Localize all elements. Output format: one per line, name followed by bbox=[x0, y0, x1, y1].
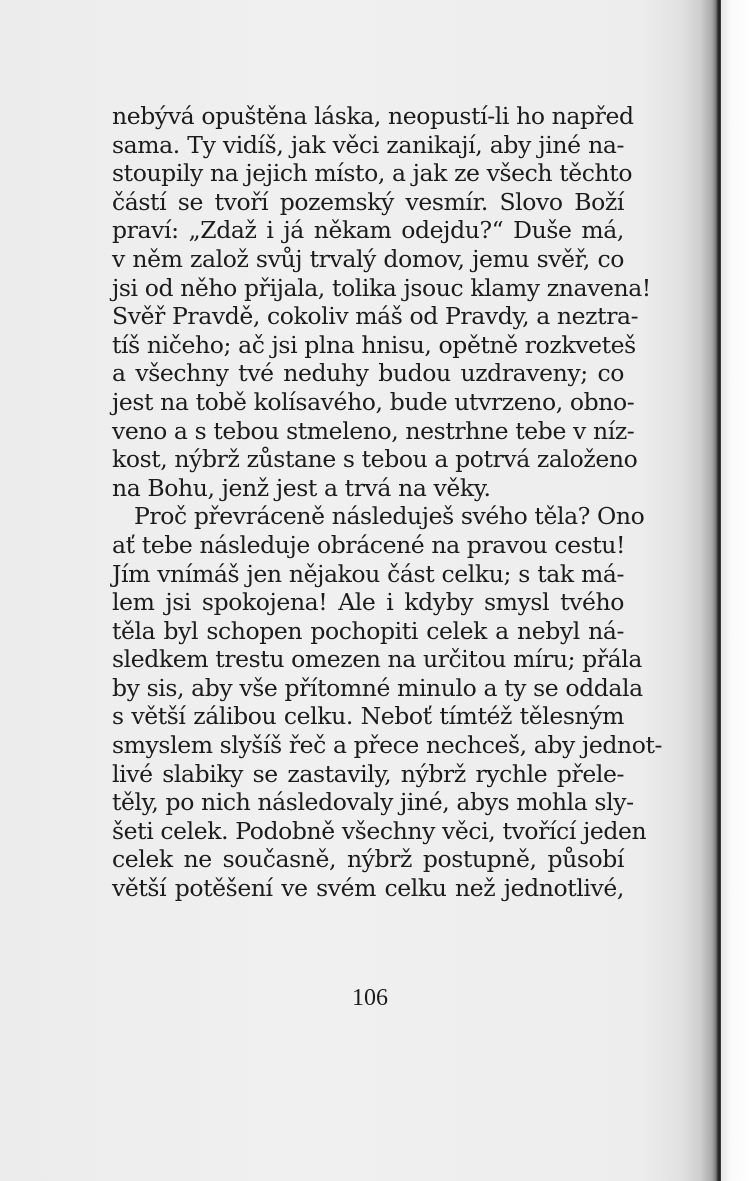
paragraph-end-line: na Bohu, jenž jest a trvá na věky. bbox=[112, 473, 491, 502]
text-line: by sis, aby vše přítomné minulo a ty se oddala bbox=[112, 673, 643, 702]
text-line: sledkem trestu omezen na určitou míru; přála bbox=[112, 645, 642, 674]
text-line: Svěř Pravdě, cokoliv máš od Pravdy, a neztra- bbox=[112, 302, 639, 331]
page-edge-background bbox=[721, 0, 753, 1181]
page-number: 106 bbox=[352, 985, 388, 1011]
text-line: větší potěšení ve svém celku než jednotlivé, bbox=[112, 874, 624, 903]
paragraph-start-line: Proč převráceně následuješ svého těla? Ono bbox=[134, 502, 645, 531]
text-line: kost, nýbrž zůstane s tebou a potrvá založeno bbox=[112, 445, 638, 474]
text-line: stoupily na jejich místo, a jak ze všech těchto bbox=[112, 159, 633, 188]
text-line: těly, po nich následovaly jiné, abys mohla sly- bbox=[112, 788, 634, 817]
text-line: částí se tvoří pozemský vesmír. Slovo Boží bbox=[112, 187, 624, 216]
text-line: smyslem slyšíš řeč a přece nechceš, aby jednot- bbox=[112, 731, 663, 760]
text-line: jest na tobě kolísavého, bude utvrzeno, obno- bbox=[112, 387, 635, 416]
page-body-text bbox=[112, 102, 663, 903]
text-line: ať tebe následuje obrácené na pravou cestu! bbox=[112, 530, 626, 559]
text-line: celek ne současně, nýbrž postupně, působí bbox=[112, 845, 624, 874]
text-line: veno a s tebou stmeleno, nestrhne tebe v níz- bbox=[112, 416, 635, 445]
text-line: šeti celek. Podobně všechny věci, tvořící jeden bbox=[112, 816, 647, 845]
text-line: sama. Ty vidíš, jak věci zanikají, aby jiné na- bbox=[112, 130, 624, 159]
text-line: jsi od něho přijala, tolika jsouc klamy znavena! bbox=[112, 273, 651, 302]
text-line: těla byl schopen pochopiti celek a nebyl ná- bbox=[112, 616, 624, 645]
text-line: a všechny tvé neduhy budou uzdraveny; co bbox=[112, 359, 624, 388]
text-line: livé slabiky se zastavily, nýbrž rychle přele- bbox=[112, 759, 624, 788]
text-line: Jím vnímáš jen nějakou část celku; s tak má- bbox=[112, 559, 624, 588]
text-line: lem jsi spokojena! Ale i kdyby smysl tvého bbox=[112, 588, 624, 617]
text-line: s větší zálibou celku. Neboť tímtéž tělesným bbox=[112, 702, 624, 731]
text-line: tíš ničeho; ač jsi plna hnisu, opětně rozkveteš bbox=[112, 330, 636, 359]
text-line: praví: „Zdaž i já někam odejdu?“ Duše má, bbox=[112, 216, 624, 245]
text-line: nebývá opuštěna láska, neopustí-li ho napřed bbox=[112, 102, 634, 130]
text-line: v něm založ svůj trvalý domov, jemu svěř, co bbox=[112, 244, 624, 273]
